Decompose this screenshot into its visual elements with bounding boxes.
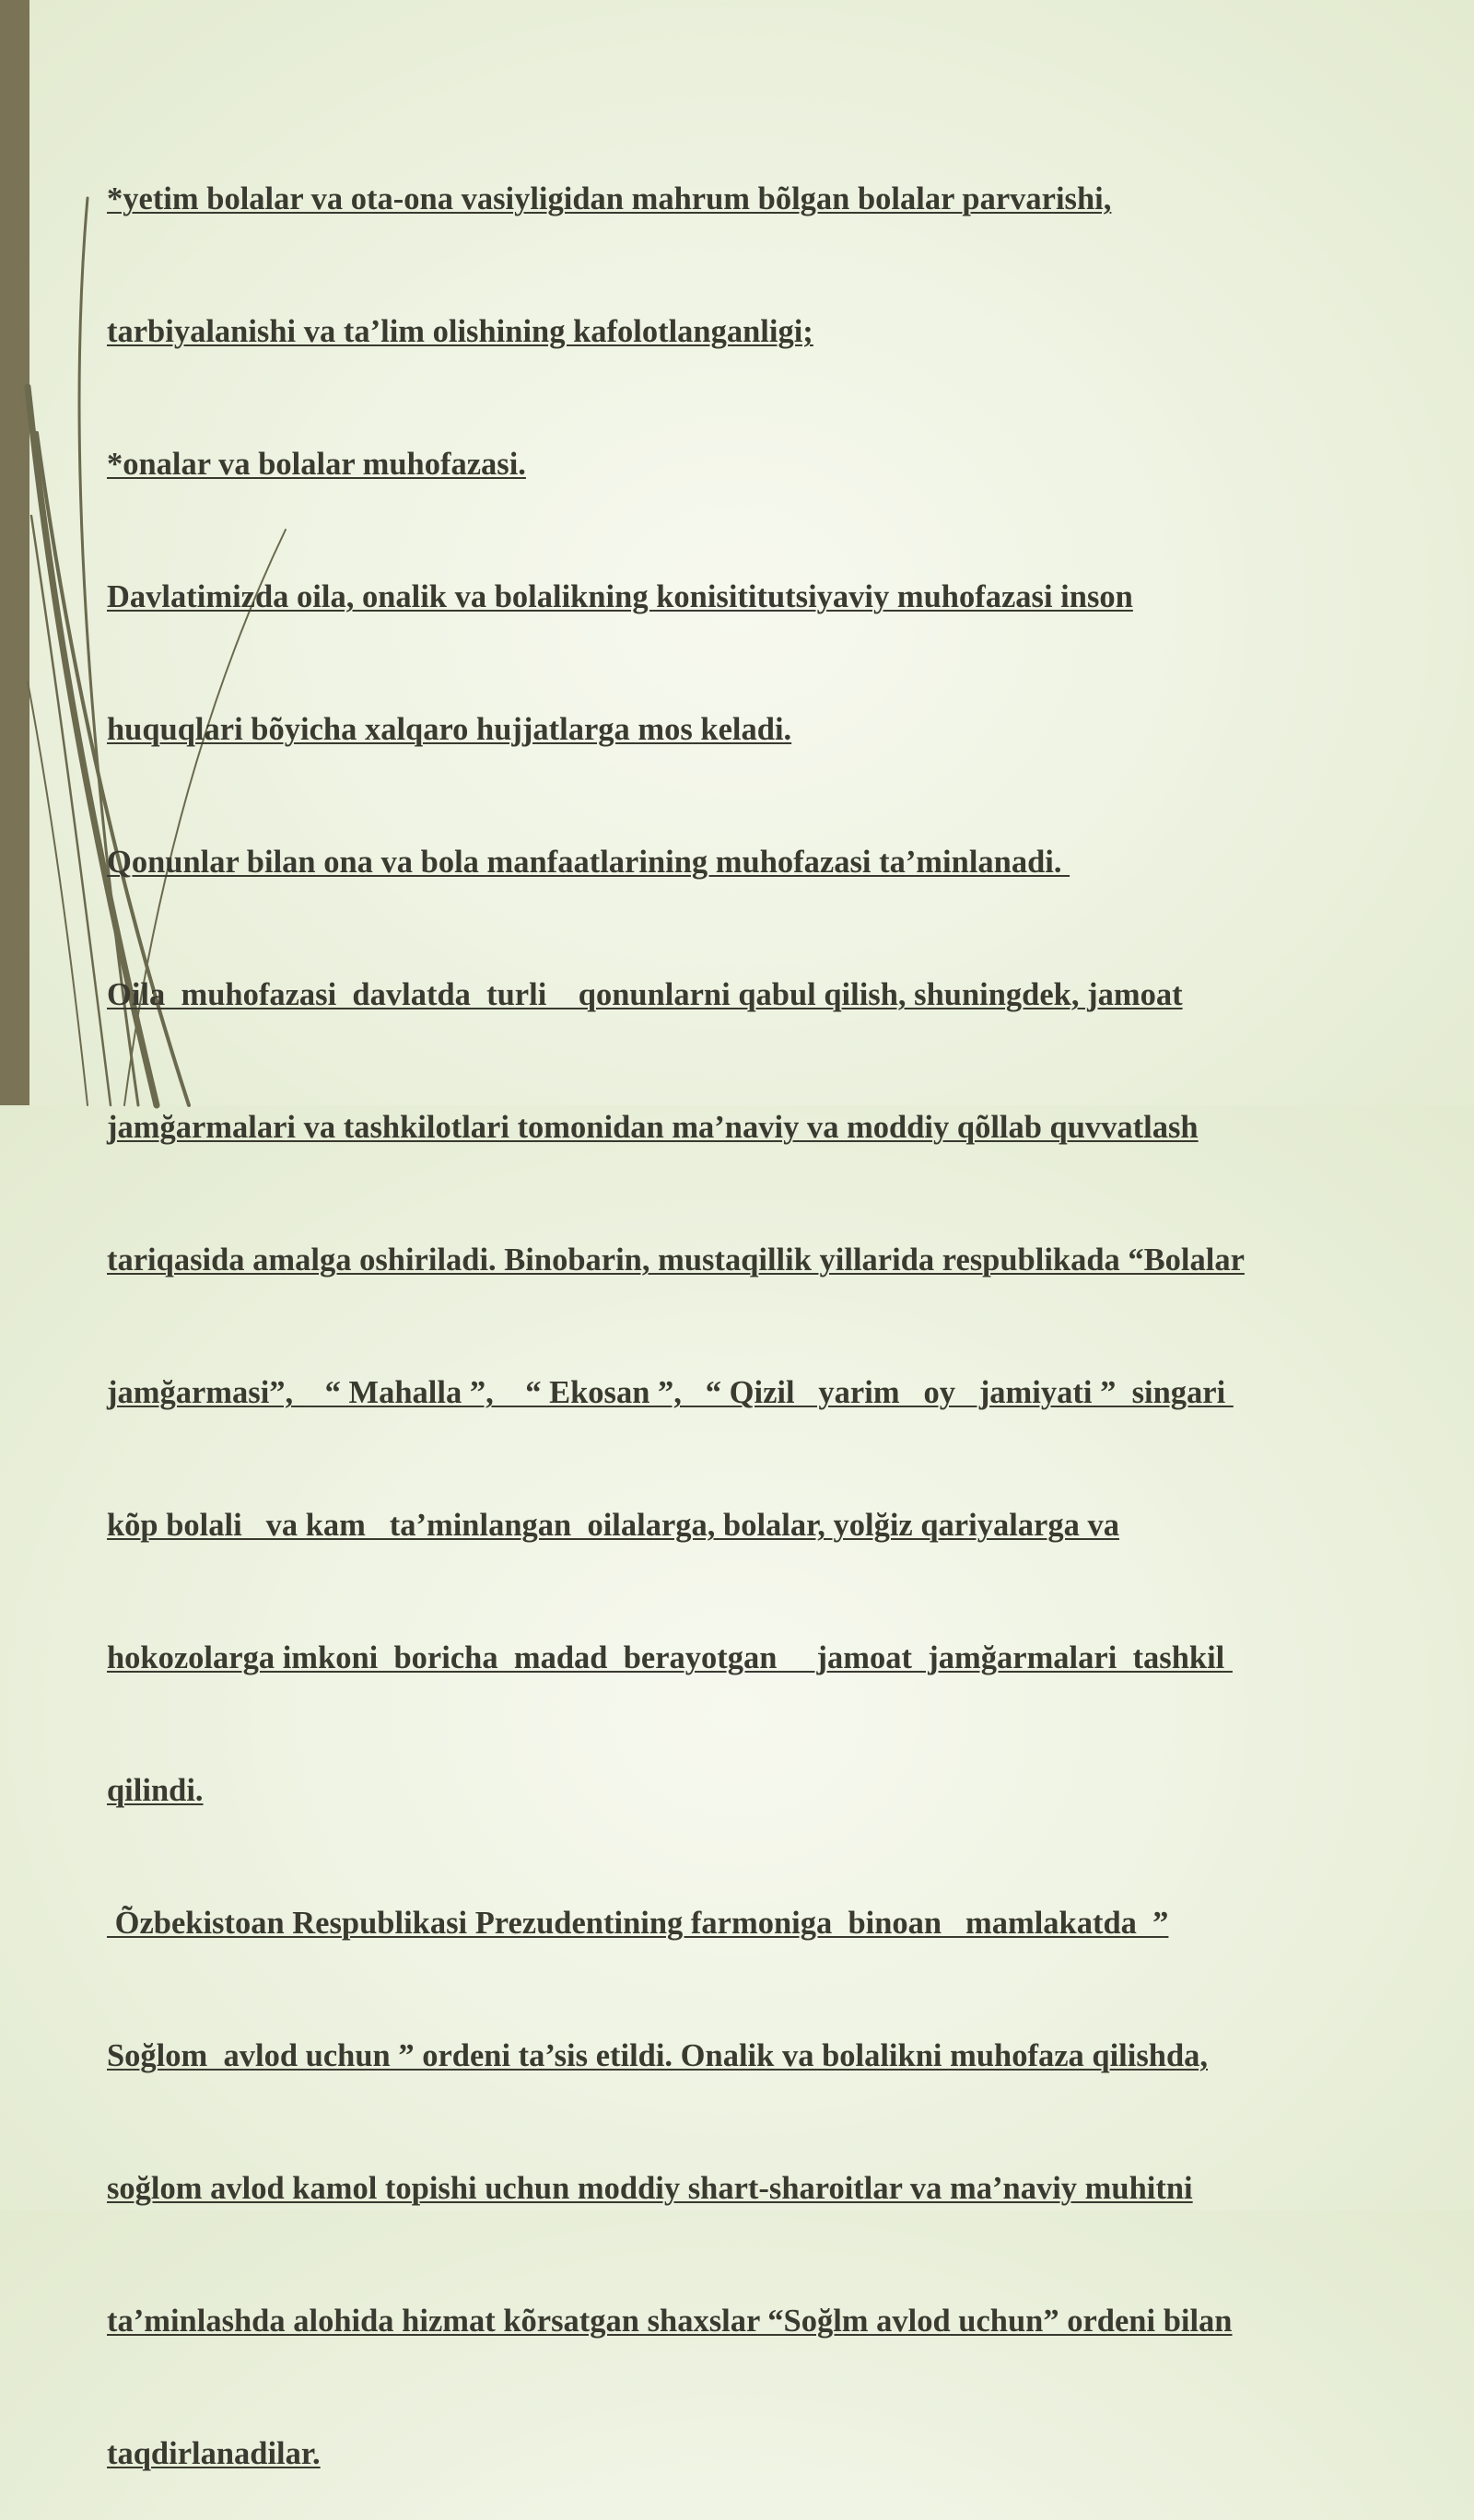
text-line: kõp bolali va kam ta’minlangan oilalarga, bolalar, yolğiz qariyalarga va bbox=[107, 1508, 1119, 1543]
text-line: Soğlom avlod uchun ” ordeni ta’sis etildi. Onalik va bolalikni muhofaza qilishda, bbox=[107, 2038, 1209, 2073]
text-line: Õzbekistoan Respublikasi Prezudentining farmoniga binoan mamlakatda ” bbox=[107, 1906, 1169, 1941]
text-line: Davlatimizda oila, onalik va bolalikning konisititutsiyaviy muhofazasi inson bbox=[107, 579, 1133, 614]
text-line: ta’minlashda alohida hizmat kõrsatgan shaxslar “Soğlm avlod uchun” ordeni bilan bbox=[107, 2304, 1233, 2339]
text-line: Qonunlar bilan ona va bola manfaatlarining muhofazasi ta’minlanadi. bbox=[107, 845, 1070, 880]
text-line: jamğarmasi”, “ Mahalla ”, “ Ekosan ”, “ Qizil yarim oy jamiyati ” singari bbox=[107, 1375, 1234, 1410]
text-line: huquqlari bõyicha xalqaro hujjatlarga mos keladi. bbox=[107, 712, 792, 747]
text-line: Oila muhofazasi davlatda turli qonunlarni qabul qilish, shuningdek, jamoat bbox=[107, 977, 1183, 1012]
text-line: tarbiyalanishi va ta’lim olishining kafolotlanganligi; bbox=[107, 314, 813, 349]
text-line: hokozolarga imkoni boricha madad berayotgan jamoat jamğarmalari tashkil bbox=[107, 1640, 1233, 1675]
text-line: soğlom avlod kamol topishi uchun moddiy shart-sharoitlar va ma’naviy muhitni bbox=[107, 2171, 1193, 2206]
text-line: *yetim bolalar va ota-ona vasiyligidan mahrum bõlgan bolalar parvarishi, bbox=[107, 181, 1112, 216]
slide-body-text bbox=[107, 88, 1433, 2520]
left-accent-bar bbox=[0, 0, 29, 1105]
text-line: jamğarmalari va tashkilotlari tomonidan ma’naviy va moddiy qõllab quvvatlash bbox=[107, 1110, 1199, 1145]
text-line: *onalar va bolalar muhofazasi. bbox=[107, 447, 526, 482]
text-line: taqdirlanadilar. bbox=[107, 2436, 321, 2471]
text-line: qilindi. bbox=[107, 1773, 204, 1808]
text-line: tariqasida amalga oshiriladi. Binobarin, mustaqillik yillarida respublikada “Bolalar bbox=[107, 1242, 1245, 1278]
